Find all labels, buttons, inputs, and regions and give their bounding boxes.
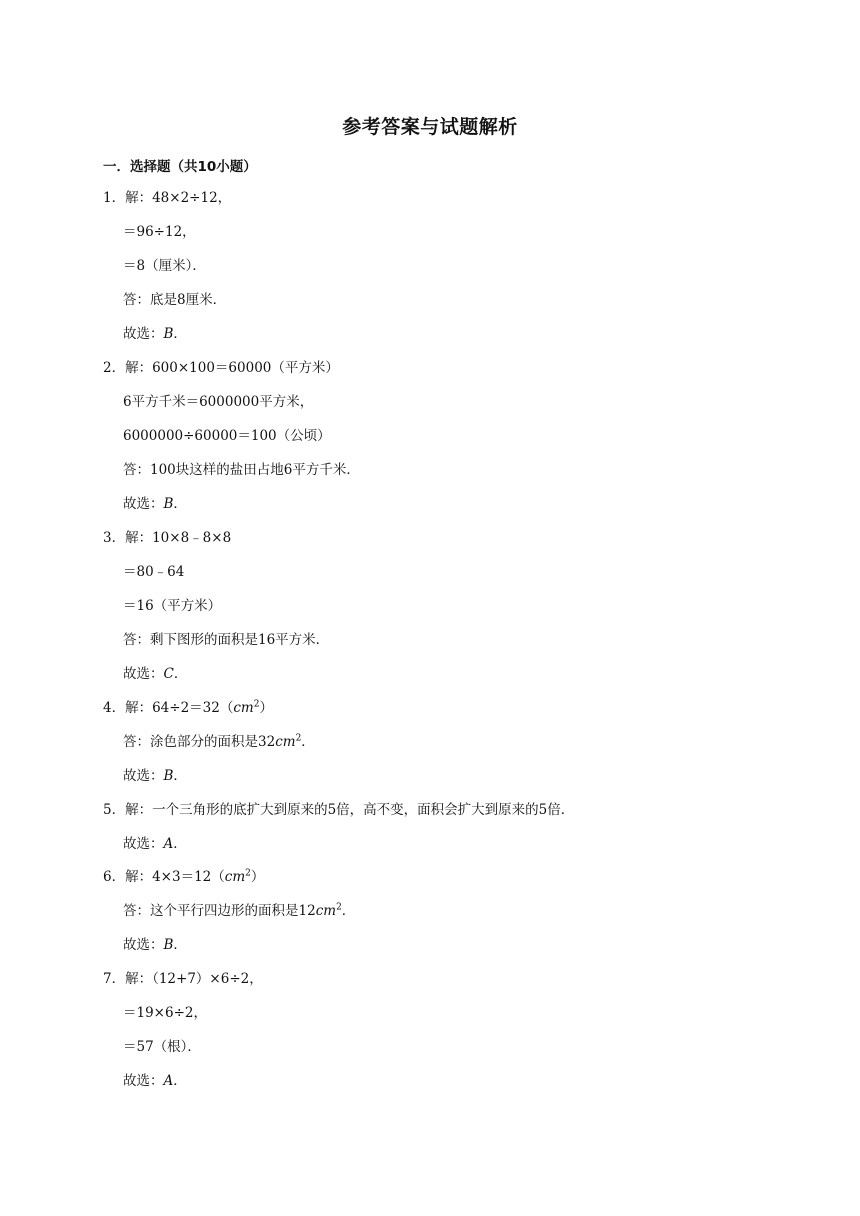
q6-choice: 故选：B． [123, 937, 187, 953]
q4-head: 4．解：$64\div 2=32(cm^2)$ [103, 699, 273, 716]
section-heading: 一．选择题（共10小题） [103, 159, 257, 175]
q5-head: 5．解：一个三角形的底扩大到原来的5倍，高不变，面积会扩大到原来的5倍． [103, 802, 575, 818]
q5-choice: 故选：A． [123, 836, 187, 852]
page-title: 参考答案与试题解析 [342, 116, 518, 138]
q7-step-2: ＝57（根）． [123, 1039, 201, 1055]
q1-answer: 答：底是8厘米． [123, 292, 227, 308]
q6-answer: 答：这个平行四边形的面积是$12cm^2$． [123, 902, 356, 919]
q3-choice: 故选：C． [123, 666, 188, 682]
q2-step-2: 6000000÷60000＝100（公顷） [123, 428, 331, 444]
q1-choice: 故选：B． [123, 326, 187, 342]
q1-step-2: ＝8（厘米）． [123, 258, 206, 274]
q7-head: 7．解：（12+7）×6÷2， [103, 971, 263, 987]
q4-answer: 答：涂色部分的面积是$32cm^2$． [123, 733, 315, 750]
q3-step-1: ＝80﹣64 [123, 564, 185, 580]
q2-answer: 答：100块这样的盐田占地6平方千米． [123, 462, 360, 478]
q2-step-1: 6平方千米＝6000000平方米， [123, 394, 314, 410]
q4-choice: 故选：B． [123, 768, 187, 784]
q2-choice: 故选：B． [123, 496, 187, 512]
q2-head: 2．解：600×100＝60000（平方米） [103, 360, 339, 376]
q3-step-2: ＝16（平方米） [123, 598, 222, 614]
q3-answer: 答：剩下图形的面积是16平方米． [123, 632, 330, 648]
q7-step-1: ＝19×6÷2， [123, 1005, 207, 1021]
q1-head: 1．解：48×2÷12， [103, 190, 232, 206]
q1-step-1: ＝96÷12， [123, 224, 196, 240]
q7-choice: 故选：A． [123, 1073, 187, 1089]
q3-head: 3．解：10×8﹣8×8 [103, 530, 232, 546]
q6-head: 6．解：$4\times 3=12(cm^2)$ [103, 868, 265, 885]
